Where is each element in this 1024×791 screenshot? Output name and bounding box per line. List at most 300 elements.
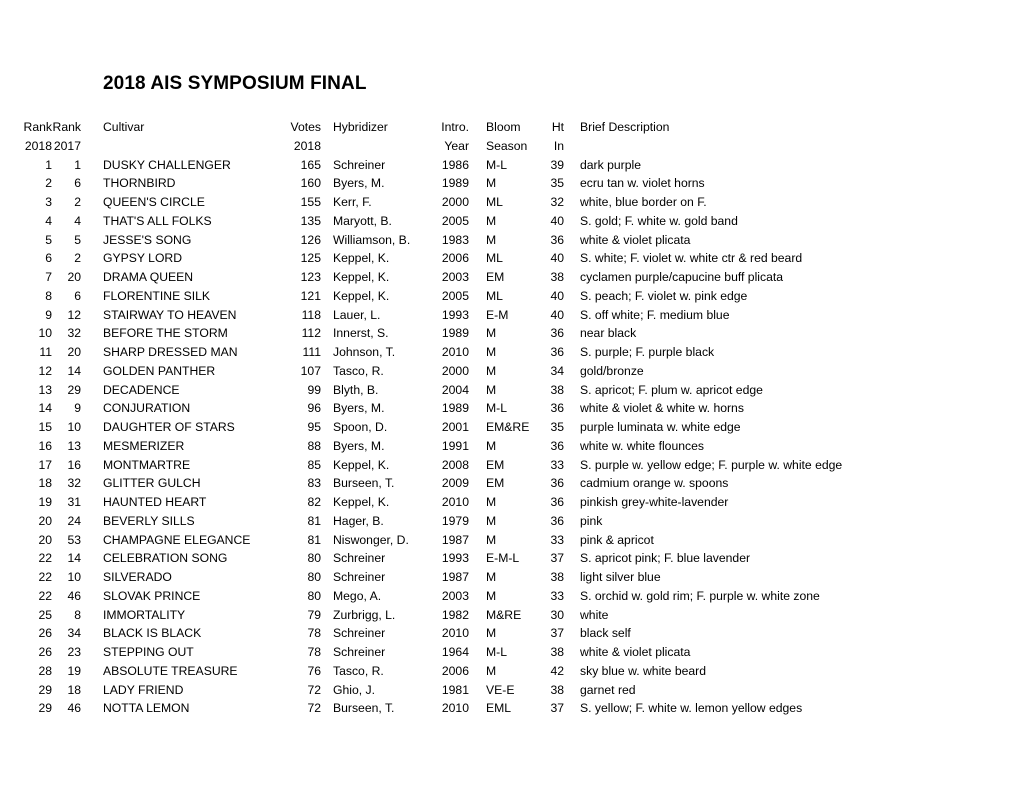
rank-2017-cell: 32 — [67, 326, 81, 341]
cultivar-cell: CONJURATION — [103, 401, 191, 416]
bloom-season-cell: ML — [486, 251, 503, 266]
hybridizer-cell: Ghio, J. — [333, 682, 375, 697]
height-cell: 35 — [550, 176, 564, 191]
intro-year-cell: 2010 — [441, 345, 469, 359]
votes-cell: 88 — [307, 438, 321, 453]
height-cell: 38 — [550, 645, 564, 659]
hybridizer-cell: Schreiner — [333, 157, 386, 172]
cultivar-cell: FLORENTINE SILK — [103, 288, 211, 303]
description-cell: cadmium orange w. spoons — [580, 476, 729, 491]
hybridizer-cell: Spoon, D. — [333, 420, 388, 434]
description-cell: pink & apricot — [580, 532, 654, 547]
table-row — [0, 643, 1024, 662]
intro-year-cell: 1986 — [441, 157, 469, 172]
intro-year-cell: 1981 — [441, 682, 469, 697]
height-cell: 36 — [550, 401, 564, 416]
header-cultivar: Cultivar — [103, 120, 145, 134]
table-header-row-2 — [0, 137, 1024, 156]
bloom-season-cell: M — [486, 513, 497, 528]
hybridizer-cell: Burseen, T. — [333, 701, 395, 716]
intro-year-cell: 2005 — [441, 213, 469, 228]
cultivar-cell: CHAMPAGNE ELEGANCE — [103, 532, 251, 547]
description-cell: pinkish grey-white-lavender — [580, 495, 729, 509]
rank-2018-cell: 26 — [38, 626, 52, 641]
rank-2018-cell: 12 — [38, 363, 52, 378]
hybridizer-cell: Keppel, K. — [333, 251, 390, 266]
rank-2017-cell: 18 — [67, 682, 81, 697]
description-cell: S. yellow; F. white w. lemon yellow edges — [580, 701, 803, 716]
bloom-season-cell: M-L — [486, 157, 507, 172]
votes-cell: 82 — [307, 495, 321, 509]
rank-2018-cell: 8 — [45, 288, 52, 303]
table-row — [0, 174, 1024, 193]
intro-year-cell: 2009 — [441, 476, 469, 491]
hybridizer-cell: Schreiner — [333, 570, 386, 584]
rank-2017-cell: 46 — [67, 701, 81, 716]
table-row — [0, 568, 1024, 587]
intro-year-cell: 2006 — [441, 251, 469, 266]
hybridizer-cell: Maryott, B. — [333, 213, 392, 228]
votes-cell: 80 — [307, 551, 321, 566]
cultivar-cell: DAUGHTER OF STARS — [103, 420, 235, 434]
cultivar-cell: GLITTER GULCH — [103, 476, 201, 491]
height-cell: 37 — [550, 701, 564, 716]
bloom-season-cell: M — [486, 438, 497, 453]
table-row — [0, 512, 1024, 531]
rank-2017-cell: 13 — [67, 438, 81, 453]
cultivar-cell: DECADENCE — [103, 382, 180, 397]
table-row — [0, 231, 1024, 250]
cultivar-cell: DUSKY CHALLENGER — [103, 157, 231, 172]
bloom-season-cell: M — [486, 382, 497, 397]
height-cell: 40 — [550, 288, 564, 303]
rank-2018-cell: 9 — [45, 307, 52, 322]
hybridizer-cell: Keppel, K. — [333, 457, 390, 472]
bloom-season-cell: E-M-L — [486, 551, 520, 566]
table-row — [0, 418, 1024, 437]
table-row — [0, 343, 1024, 362]
intro-year-cell: 1991 — [441, 438, 469, 453]
intro-year-cell: 1987 — [441, 570, 469, 584]
table-header-row-1 — [0, 118, 1024, 137]
bloom-season-cell: M — [486, 495, 497, 509]
description-cell: S. gold; F. white w. gold band — [580, 213, 738, 228]
header-rank-2017: Rank — [52, 120, 81, 134]
rank-2017-cell: 46 — [67, 588, 81, 603]
cultivar-cell: THAT'S ALL FOLKS — [103, 213, 212, 228]
height-cell: 42 — [550, 663, 564, 678]
table-row — [0, 531, 1024, 550]
hybridizer-cell: Byers, M. — [333, 401, 385, 416]
rank-2018-cell: 4 — [45, 213, 52, 228]
rank-2017-cell: 24 — [67, 513, 81, 528]
cultivar-cell: NOTTA LEMON — [103, 701, 190, 716]
header-votes-year: 2018 — [293, 138, 321, 153]
intro-year-cell: 1989 — [441, 401, 469, 416]
votes-cell: 125 — [300, 251, 321, 266]
header-votes: Votes — [290, 120, 321, 134]
rank-2018-cell: 17 — [38, 457, 52, 472]
height-cell: 32 — [550, 195, 564, 209]
cultivar-cell: BEFORE THE STORM — [103, 326, 228, 341]
rank-2018-cell: 22 — [38, 570, 52, 584]
rank-2017-cell: 14 — [67, 363, 81, 378]
rank-2017-cell: 10 — [67, 570, 81, 584]
intro-year-cell: 1964 — [441, 645, 469, 659]
description-cell: S. orchid w. gold rim; F. purple w. white zone — [580, 588, 820, 603]
cultivar-cell: HAUNTED HEART — [103, 495, 207, 509]
description-cell: light silver blue — [580, 570, 661, 584]
hybridizer-cell: Schreiner — [333, 551, 386, 566]
intro-year-cell: 2003 — [441, 270, 469, 284]
table-row — [0, 587, 1024, 606]
height-cell: 36 — [550, 495, 564, 509]
rank-2017-cell: 32 — [67, 476, 81, 491]
hybridizer-cell: Hager, B. — [333, 513, 384, 528]
cultivar-cell: GYPSY LORD — [103, 251, 183, 266]
rank-2018-cell: 26 — [38, 645, 52, 659]
bloom-season-cell: VE-E — [486, 682, 515, 697]
table-row — [0, 268, 1024, 287]
rank-2018-cell: 1 — [45, 157, 52, 172]
height-cell: 38 — [550, 270, 564, 284]
hybridizer-cell: Niswonger, D. — [333, 532, 409, 547]
intro-year-cell: 2006 — [441, 663, 469, 678]
table-row — [0, 456, 1024, 475]
description-cell: S. peach; F. violet w. pink edge — [580, 288, 748, 303]
rank-2017-cell: 10 — [67, 420, 81, 434]
intro-year-cell: 1989 — [441, 326, 469, 341]
rank-2017-cell: 14 — [67, 551, 81, 566]
table-row — [0, 681, 1024, 700]
description-cell: sky blue w. white beard — [580, 663, 707, 678]
description-cell: S. apricot; F. plum w. apricot edge — [580, 382, 763, 397]
bloom-season-cell: M — [486, 232, 497, 247]
rank-2018-cell: 19 — [38, 495, 52, 509]
description-cell: purple luminata w. white edge — [580, 420, 741, 434]
table-row — [0, 699, 1024, 718]
description-cell: white & violet plicata — [580, 232, 691, 247]
cultivar-cell: GOLDEN PANTHER — [103, 363, 216, 378]
description-cell: garnet red — [580, 682, 636, 697]
rank-2018-cell: 29 — [38, 701, 52, 716]
rank-2018-cell: 2 — [45, 176, 52, 191]
hybridizer-cell: Kerr, F. — [333, 195, 372, 209]
rank-2018-cell: 20 — [38, 532, 52, 547]
description-cell: white w. white flounces — [580, 438, 704, 453]
votes-cell: 96 — [307, 401, 321, 416]
table-row — [0, 437, 1024, 456]
votes-cell: 83 — [307, 476, 321, 491]
rank-2017-cell: 29 — [67, 382, 81, 397]
cultivar-cell: DRAMA QUEEN — [103, 270, 194, 284]
cultivar-cell: BLACK IS BLACK — [103, 626, 202, 641]
votes-cell: 76 — [307, 663, 321, 678]
table-row — [0, 606, 1024, 625]
table-row — [0, 399, 1024, 418]
bloom-season-cell: EM — [486, 476, 505, 491]
height-cell: 33 — [550, 457, 564, 472]
header-hybridizer: Hybridizer — [333, 120, 388, 134]
cultivar-cell: MONTMARTRE — [103, 457, 191, 472]
votes-cell: 80 — [307, 570, 321, 584]
rank-2018-cell: 20 — [38, 513, 52, 528]
cultivar-cell: LADY FRIEND — [103, 682, 184, 697]
bloom-season-cell: M — [486, 626, 497, 641]
rank-2017-cell: 1 — [74, 157, 81, 172]
description-cell: cyclamen purple/capucine buff plicata — [580, 270, 784, 284]
intro-year-cell: 2000 — [441, 195, 469, 209]
height-cell: 34 — [550, 363, 564, 378]
height-cell: 40 — [550, 307, 564, 322]
table-row — [0, 193, 1024, 212]
rank-2018-cell: 22 — [38, 551, 52, 566]
height-cell: 33 — [550, 532, 564, 547]
hybridizer-cell: Zurbrigg, L. — [333, 607, 396, 622]
table-row — [0, 306, 1024, 325]
votes-cell: 123 — [300, 270, 321, 284]
hybridizer-cell: Johnson, T. — [333, 345, 396, 359]
bloom-season-cell: ML — [486, 288, 503, 303]
cultivar-cell: CELEBRATION SONG — [103, 551, 228, 566]
ranking-table — [0, 118, 1024, 718]
hybridizer-cell: Mego, A. — [333, 588, 382, 603]
rank-2017-cell: 23 — [67, 645, 81, 659]
rank-2017-cell: 20 — [67, 345, 81, 359]
table-body — [0, 156, 1024, 719]
cultivar-cell: MESMERIZER — [103, 438, 185, 453]
votes-cell: 107 — [300, 363, 321, 378]
bloom-season-cell: M&RE — [486, 607, 522, 622]
height-cell: 38 — [550, 382, 564, 397]
table-row — [0, 493, 1024, 512]
rank-2017-cell: 12 — [67, 307, 81, 322]
header-intro: Intro. — [441, 120, 469, 134]
hybridizer-cell: Blyth, B. — [333, 382, 379, 397]
rank-2017-cell: 2 — [74, 195, 81, 209]
description-cell: white & violet & white w. horns — [580, 401, 744, 416]
bloom-season-cell: M — [486, 588, 497, 603]
header-height-unit: In — [553, 138, 564, 153]
description-cell: gold/bronze — [580, 363, 644, 378]
description-cell: black self — [580, 626, 631, 641]
table-row — [0, 474, 1024, 493]
header-rank-2018: Rank — [23, 120, 52, 134]
height-cell: 36 — [550, 438, 564, 453]
intro-year-cell: 2010 — [441, 495, 469, 509]
rank-2017-cell: 9 — [74, 401, 81, 416]
cultivar-cell: SILVERADO — [103, 570, 172, 584]
bloom-season-cell: ML — [486, 195, 503, 209]
description-cell: white — [580, 607, 609, 622]
rank-2018-cell: 28 — [38, 663, 52, 678]
bloom-season-cell: EM — [486, 270, 505, 284]
description-cell: white & violet plicata — [580, 645, 691, 659]
intro-year-cell: 2000 — [441, 363, 469, 378]
votes-cell: 126 — [300, 232, 321, 247]
votes-cell: 160 — [300, 176, 321, 191]
votes-cell: 99 — [307, 382, 321, 397]
height-cell: 38 — [550, 682, 564, 697]
height-cell: 36 — [550, 476, 564, 491]
intro-year-cell: 2005 — [441, 288, 469, 303]
intro-year-cell: 2001 — [441, 420, 469, 434]
hybridizer-cell: Burseen, T. — [333, 476, 395, 491]
intro-year-cell: 1993 — [441, 307, 469, 322]
rank-2017-cell: 34 — [67, 626, 81, 641]
height-cell: 40 — [550, 251, 564, 266]
description-cell: near black — [580, 326, 637, 341]
header-intro-year: Year — [444, 138, 469, 153]
rank-2018-cell: 15 — [38, 420, 52, 434]
bloom-season-cell: M-L — [486, 645, 507, 659]
rank-2017-cell: 2 — [74, 251, 81, 266]
hybridizer-cell: Tasco, R. — [333, 363, 384, 378]
votes-cell: 135 — [300, 213, 321, 228]
table-row — [0, 324, 1024, 343]
page-title: 2018 AIS SYMPOSIUM FINAL — [103, 73, 367, 94]
rank-2017-cell: 8 — [74, 607, 81, 622]
cultivar-cell: BEVERLY SILLS — [103, 513, 195, 528]
bloom-season-cell: M — [486, 532, 497, 547]
rank-2017-cell: 6 — [74, 176, 81, 191]
bloom-season-cell: M — [486, 176, 497, 191]
hybridizer-cell: Schreiner — [333, 645, 386, 659]
rank-2018-cell: 29 — [38, 682, 52, 697]
votes-cell: 80 — [307, 588, 321, 603]
cultivar-cell: JESSE'S SONG — [103, 232, 192, 247]
intro-year-cell: 2003 — [441, 588, 469, 603]
cultivar-cell: ABSOLUTE TREASURE — [103, 663, 238, 678]
hybridizer-cell: Innerst, S. — [333, 326, 389, 341]
height-cell: 36 — [550, 232, 564, 247]
bloom-season-cell: M — [486, 570, 497, 584]
intro-year-cell: 2008 — [441, 457, 469, 472]
hybridizer-cell: Tasco, R. — [333, 663, 384, 678]
height-cell: 30 — [550, 607, 564, 622]
height-cell: 36 — [550, 345, 564, 359]
hybridizer-cell: Byers, M. — [333, 438, 385, 453]
bloom-season-cell: M — [486, 213, 497, 228]
height-cell: 40 — [550, 213, 564, 228]
bloom-season-cell: M — [486, 345, 497, 359]
rank-2017-cell: 6 — [74, 288, 81, 303]
description-cell: white, blue border on F. — [580, 195, 707, 209]
table-row — [0, 381, 1024, 400]
bloom-season-cell: EML — [486, 701, 512, 716]
header-rank-2017-year: 2017 — [53, 138, 81, 153]
description-cell: pink — [580, 513, 603, 528]
rank-2018-cell: 22 — [38, 588, 52, 603]
hybridizer-cell: Williamson, B. — [333, 232, 411, 247]
height-cell: 38 — [550, 570, 564, 584]
height-cell: 39 — [550, 157, 564, 172]
table-row — [0, 249, 1024, 268]
description-cell: S. white; F. violet w. white ctr & red beard — [580, 251, 803, 266]
rank-2018-cell: 6 — [45, 251, 52, 266]
rank-2018-cell: 11 — [39, 345, 52, 359]
rank-2018-cell: 16 — [38, 438, 52, 453]
rank-2017-cell: 31 — [67, 495, 81, 509]
header-bloom: Bloom — [486, 120, 521, 134]
table-row — [0, 212, 1024, 231]
rank-2018-cell: 7 — [45, 270, 52, 284]
cultivar-cell: THORNBIRD — [103, 176, 176, 191]
rank-2017-cell: 53 — [67, 532, 81, 547]
votes-cell: 95 — [307, 420, 321, 434]
votes-cell: 79 — [307, 607, 321, 622]
hybridizer-cell: Keppel, K. — [333, 288, 390, 303]
table-row — [0, 362, 1024, 381]
rank-2018-cell: 13 — [38, 382, 52, 397]
bloom-season-cell: M — [486, 663, 497, 678]
rank-2017-cell: 4 — [74, 213, 81, 228]
rank-2018-cell: 10 — [38, 326, 52, 341]
hybridizer-cell: Keppel, K. — [333, 270, 390, 284]
height-cell: 37 — [550, 626, 564, 641]
rank-2017-cell: 16 — [67, 457, 81, 472]
hybridizer-cell: Keppel, K. — [333, 495, 390, 509]
description-cell: S. purple; F. purple black — [580, 345, 715, 359]
cultivar-cell: STEPPING OUT — [103, 645, 194, 659]
rank-2018-cell: 14 — [38, 401, 52, 416]
rank-2018-cell: 3 — [45, 195, 52, 209]
votes-cell: 72 — [307, 701, 321, 716]
votes-cell: 81 — [307, 513, 321, 528]
height-cell: 35 — [550, 420, 564, 434]
cultivar-cell: IMMORTALITY — [103, 607, 186, 622]
rank-2018-cell: 5 — [45, 232, 52, 247]
votes-cell: 121 — [300, 288, 321, 303]
height-cell: 36 — [550, 513, 564, 528]
intro-year-cell: 2004 — [441, 382, 469, 397]
header-rank-2018-year: 2018 — [24, 138, 52, 153]
bloom-season-cell: EM&RE — [486, 420, 530, 434]
intro-year-cell: 1993 — [441, 551, 469, 566]
intro-year-cell: 1989 — [441, 176, 469, 191]
height-cell: 36 — [550, 326, 564, 341]
votes-cell: 155 — [300, 195, 321, 209]
intro-year-cell: 1983 — [441, 232, 469, 247]
cultivar-cell: SHARP DRESSED MAN — [103, 345, 238, 359]
hybridizer-cell: Schreiner — [333, 626, 386, 641]
table-row — [0, 549, 1024, 568]
rank-2018-cell: 18 — [38, 476, 52, 491]
bloom-season-cell: EM — [486, 457, 505, 472]
votes-cell: 111 — [302, 345, 321, 359]
description-cell: S. off white; F. medium blue — [580, 307, 730, 322]
intro-year-cell: 2010 — [441, 626, 469, 641]
cultivar-cell: STAIRWAY TO HEAVEN — [103, 307, 237, 322]
hybridizer-cell: Lauer, L. — [333, 307, 381, 322]
intro-year-cell: 1979 — [441, 513, 469, 528]
votes-cell: 85 — [307, 457, 321, 472]
intro-year-cell: 2010 — [441, 701, 469, 716]
votes-cell: 112 — [301, 326, 321, 341]
intro-year-cell: 1982 — [441, 607, 469, 622]
rank-2017-cell: 5 — [74, 232, 81, 247]
intro-year-cell: 1987 — [441, 532, 469, 547]
cultivar-cell: SLOVAK PRINCE — [103, 588, 201, 603]
height-cell: 37 — [550, 551, 564, 566]
cultivar-cell: QUEEN'S CIRCLE — [103, 195, 205, 209]
header-description: Brief Description — [580, 120, 670, 134]
description-cell: S. purple w. yellow edge; F. purple w. white edge — [580, 457, 843, 472]
description-cell: ecru tan w. violet horns — [580, 176, 705, 191]
bloom-season-cell: M-L — [486, 401, 507, 416]
table-row — [0, 662, 1024, 681]
votes-cell: 78 — [307, 645, 321, 659]
